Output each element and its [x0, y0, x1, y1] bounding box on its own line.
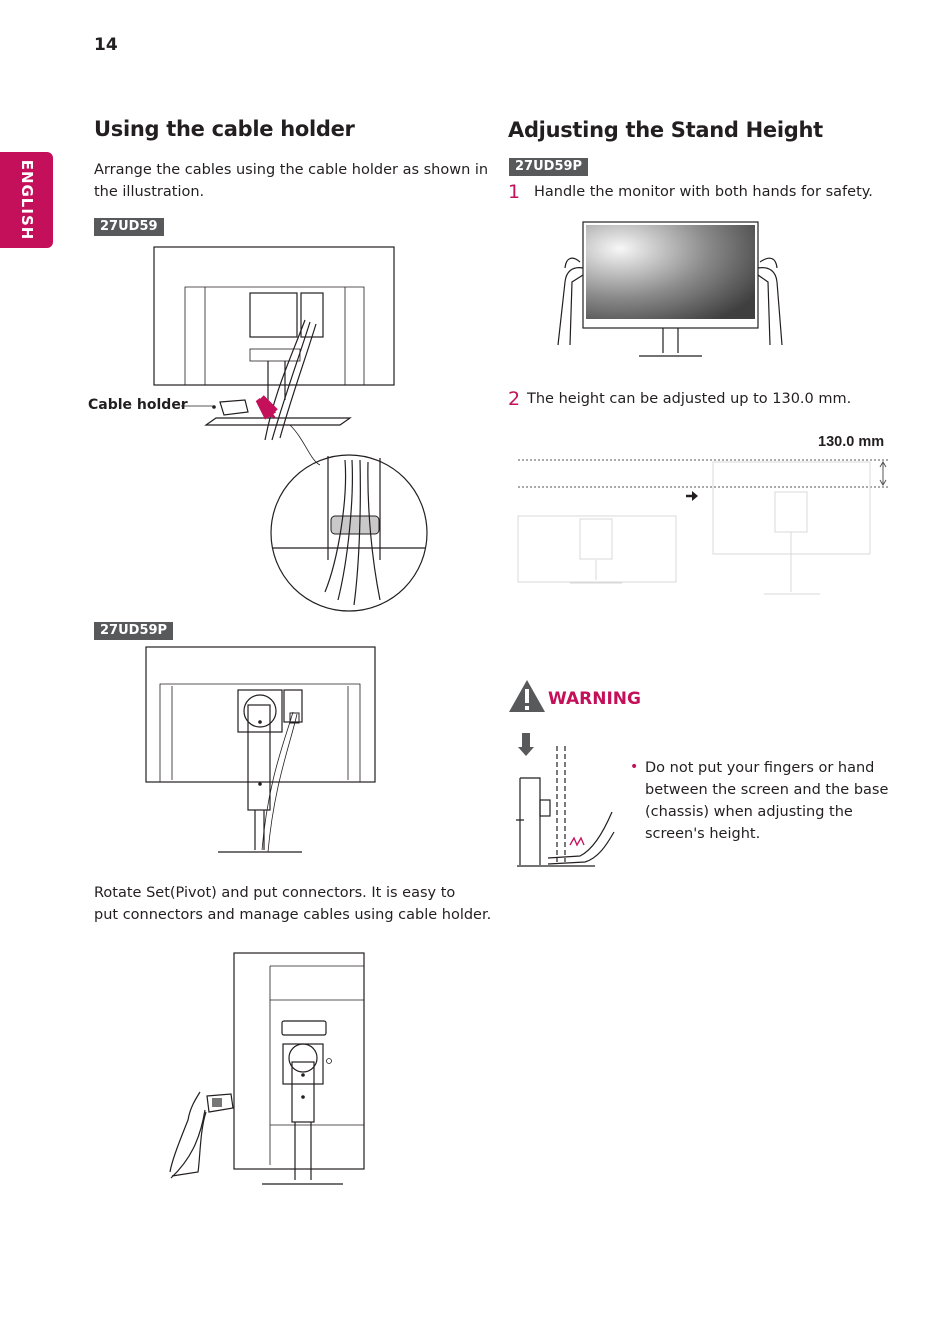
pivot-instruction-line2: put connectors and manage cables using cable holder. [94, 907, 492, 923]
step-2-text: The height can be adjusted up to 130.0 mm. [527, 391, 852, 407]
cable-holder-intro-line2: the illustration. [94, 184, 205, 200]
language-tab-label: ENGLISH [17, 159, 36, 241]
model-badge-27ud59p-right: 27UD59P [509, 158, 588, 176]
step-1-text: Handle the monitor with both hands for safety. [534, 184, 873, 200]
step-2-number: 2 [508, 388, 521, 410]
stand-height-title: Adjusting the Stand Height [508, 118, 823, 142]
page-number: 14 [94, 35, 118, 55]
model-badge-27ud59: 27UD59 [94, 218, 164, 236]
warning-text-line3: (chassis) when adjusting the [645, 804, 853, 820]
height-measure-label: 130.0 mm [818, 434, 885, 450]
cable-holder-title: Using the cable holder [94, 117, 355, 141]
warning-label: WARNING [548, 689, 641, 709]
warning-text-line2: between the screen and the base [645, 782, 889, 798]
model-badge-27ud59p-left: 27UD59P [94, 622, 173, 640]
warning-text-line4: screen's height. [645, 826, 761, 842]
step-1-number: 1 [508, 181, 521, 203]
warning-bullet: • [630, 759, 639, 775]
cable-holder-callout: Cable holder [88, 397, 188, 413]
cable-holder-intro-line1: Arrange the cables using the cable holder as shown in [94, 162, 489, 178]
warning-text-line1: Do not put your fingers or hand [645, 760, 875, 776]
pivot-instruction-line1: Rotate Set(Pivot) and put connectors. It is easy to [94, 885, 456, 901]
